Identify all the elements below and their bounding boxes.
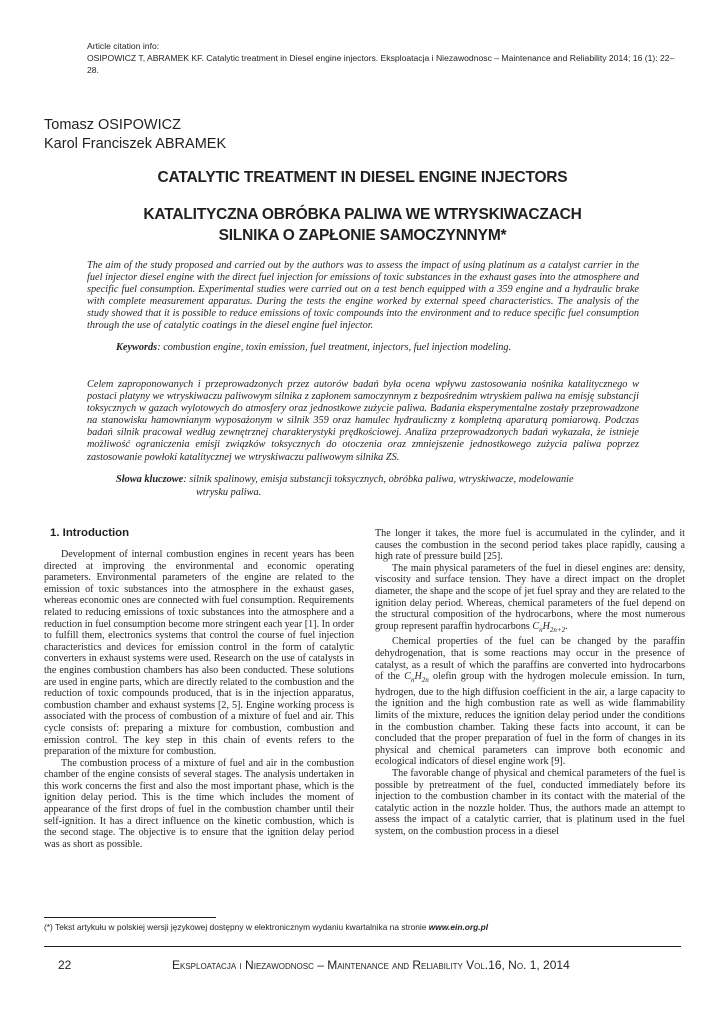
author-list xyxy=(44,116,226,154)
abstract-polish: Celem zaproponowanych i przeprowadzonych przez autorów badań była ocena wpływu zastosowania nośnika katalitycznego w postaci platyny we wtryskiwaczu paliwowym silnika z zapłonem samoczynnym z bezpośrednim wtryskiem paliwa na emisję substancji toksycznych w gazach wylotowych do atmosfery oraz jednostkowe zużycie paliwa. Badania eksperymentalne zostały przeprowadzone na stanowisku hamownianym wyposażonym w silnik 359 oraz hamulec hydrauliczny z kompletną aparaturą pomiarową. Podczas badań silnik pracował według zewnętrznej charakterystyki prędkościowej. Analiza przeprowadzonych badań wykazała, że istnieje możliwość ograniczenia emisji związków toksycznych do otoczenia oraz zmniejszenie jednostkowego zużycia paliwa poprzez zastosowanie powłoki katalitycznej we wtryskiwaczu paliwowym silnika ZS. xyxy=(87,379,639,463)
keywords-label: Słowa kluczowe xyxy=(116,474,184,485)
body-column-left xyxy=(44,549,354,850)
author-name: Karol Franciszek ABRAMEK xyxy=(44,136,227,152)
article-citation xyxy=(87,40,677,76)
footnote-divider xyxy=(44,917,216,918)
body-column-right xyxy=(375,528,685,837)
section-heading-introduction: 1. Introduction xyxy=(50,527,130,539)
keywords-english xyxy=(116,342,511,353)
footnote-link[interactable]: www.ein.org.pl xyxy=(428,922,489,932)
running-footer: Eksploatacja i Niezawodnosc – Maintenance and Reliability Vol.16, No. 1, 2014 xyxy=(172,958,570,972)
body-paragraph: The combustion process of a mixture of fuel and air in the combustion chamber of the engine consists of several stages. The analysis undertaken in this work concerns the first and also the most important phase, which is the ignition delay period. This is the time which includes the moment of appearance of the first drops of fuel in the combustion chamber until their self-ignition. It has a direct influence on the kinetic combustion, which is the second stage. The objective is to ensure that the ignition delay period was as short as possible. xyxy=(44,757,354,850)
title-polish xyxy=(44,204,681,246)
title-polish-line: KATALITYCZNA OBRÓBKA PALIWA WE WTRYSKIWACZACH xyxy=(143,206,582,223)
keywords-polish xyxy=(116,474,636,499)
author-name: Tomasz OSIPOWICZ xyxy=(44,117,181,133)
body-paragraph: The favorable change of physical and chemical parameters of the fuel is possible by pretreatment of the fuel, conducted immediately before its injection to the combustion chamber in its contact with the material of the catalytic action in the nozzle holder. Thus, the authors made an attempt to assess the impact of a catalytic carrier, that is platinum used in the fuel system, on the combustion process in a diesel xyxy=(375,767,685,837)
keywords-label: Keywords xyxy=(116,342,158,353)
keywords-text-continued: wtrysku paliwa. xyxy=(196,486,262,498)
title-polish-line: SILNIKA O ZAPŁONIE SAMOCZYNNYM* xyxy=(218,227,507,244)
footer-divider xyxy=(44,946,681,947)
citation-heading: Article citation info: xyxy=(87,41,160,51)
keywords-text: : combustion engine, toxin emission, fuel treatment, injectors, fuel injection modeling. xyxy=(157,342,512,353)
abstract-english: The aim of the study proposed and carried out by the authors was to assess the impact of using platinum as a catalyst carrier in the fuel injector diesel engine with the direct fuel injection for emissions of toxic substances in the exhaust gases into the atmosphere and specific fuel consumption. Experimental studies were carried out on a test bench equipped with a 359 engine and a hydraulic brake with complete measurement apparatus. During the tests the engine worked by external speed characteristics. The analysis of the study showed that it is possible to reduce emissions of toxic compounds into the environment and to reduce specific fuel consumption through the use of catalytic coatings in the diesel engine fuel injector. xyxy=(87,260,639,332)
citation-text: OSIPOWICZ T, ABRAMEK KF. Catalytic treatment in Diesel engine injectors. Eksploatacja i Niezawodnosc – Maintenance and Reliability 2014; 16 (1): 22–28. xyxy=(87,53,675,75)
keywords-text: : silnik spalinowy, emisja substancji toksycznych, obróbka paliwa, wtryskiwacze, modelowanie xyxy=(183,474,574,485)
footnote xyxy=(44,922,488,932)
formula-olefin: $C_nH_{2n}$ xyxy=(404,671,429,685)
footnote-text: (*) Tekst artykułu w polskiej wersji językowej dostępny w elektronicznym wydaniu kwartalnika na stronie xyxy=(44,922,429,932)
page-number: 22 xyxy=(58,958,72,972)
body-paragraph: The main physical parameters of the fuel in diesel engines are: density, viscosity and surface tension. They have a direct impact on the droplet diameter, the shape and the scope of jet fuel spray and they are related to the ignition delay period. Whereas, chemical parameters of the fuel depend on the structural composition of the hydrocarbons, where the most numerous group represent paraffin hydrocarbons $C_nH_{2n+2}$. xyxy=(375,562,685,634)
body-paragraph: The longer it takes, the more fuel is accumulated in the cylinder, and it causes the combustion in the second period takes place rapidly, causing a high rate of pressure build [25]. xyxy=(375,528,685,563)
body-paragraph: Development of internal combustion engines in recent years has been directed at improving the environmental and economic operating parameters. Environmental parameters of the engine are related to the emission of toxic substances into the atmosphere in the exhaust gases, whereas economic ones are connected with fuel consumption. Requirements related to reducing emissions of toxic substances into the atmosphere and a reduction in fuel consumption become more stringent each year [1]. In order to fulfill them, electronics systems that control the course of fuel injection characteristics and devices for emission control in the form of catalytic converters in exhaust systems were used. Research on the use of catalysts in the engines combustion chambers has also been conducted. These solutions are used in engine parts, which are directly related to the combustion and the reduction of toxic compounds produced, that is in the injection apparatus, combustion chamber and exhaust systems [2, 5]. Engine working process is associated with the process of combustion of a mixture of fuel and air. This cycle consists of: preparing a mixture for combustion, combustion and emission control. The key step in this chain of events refers to the preparation of the mixture for combustion. xyxy=(44,549,354,758)
formula-paraffin: $C_nH_{2n+2}$ xyxy=(532,620,566,634)
body-paragraph: Chemical properties of the fuel can be changed by the paraffin dehydrogenation, that is some reactions may occur in the presence of catalyst, as a result of which the paraffins are converted into hydrocarbons of the $C_nH_{2n}$ olefin group with the hydrogen molecule emission. In turn, hydrogen, due to the high diffusion coefficient in the air, a large capacity to the ignition and the high combustion rate as well as wide flammability limits of the mixture, reduces the ignition delay period under the conditions in the combustion chamber. Taking these facts into account, it can be concluded that the proper preparation of fuel in the form of changes in its physical and chemical parameters can improve both economic and ecological indicators of diesel engine work [9]. xyxy=(375,636,685,768)
title-english: CATALYTIC TREATMENT IN DIESEL ENGINE INJECTORS xyxy=(157,169,568,186)
